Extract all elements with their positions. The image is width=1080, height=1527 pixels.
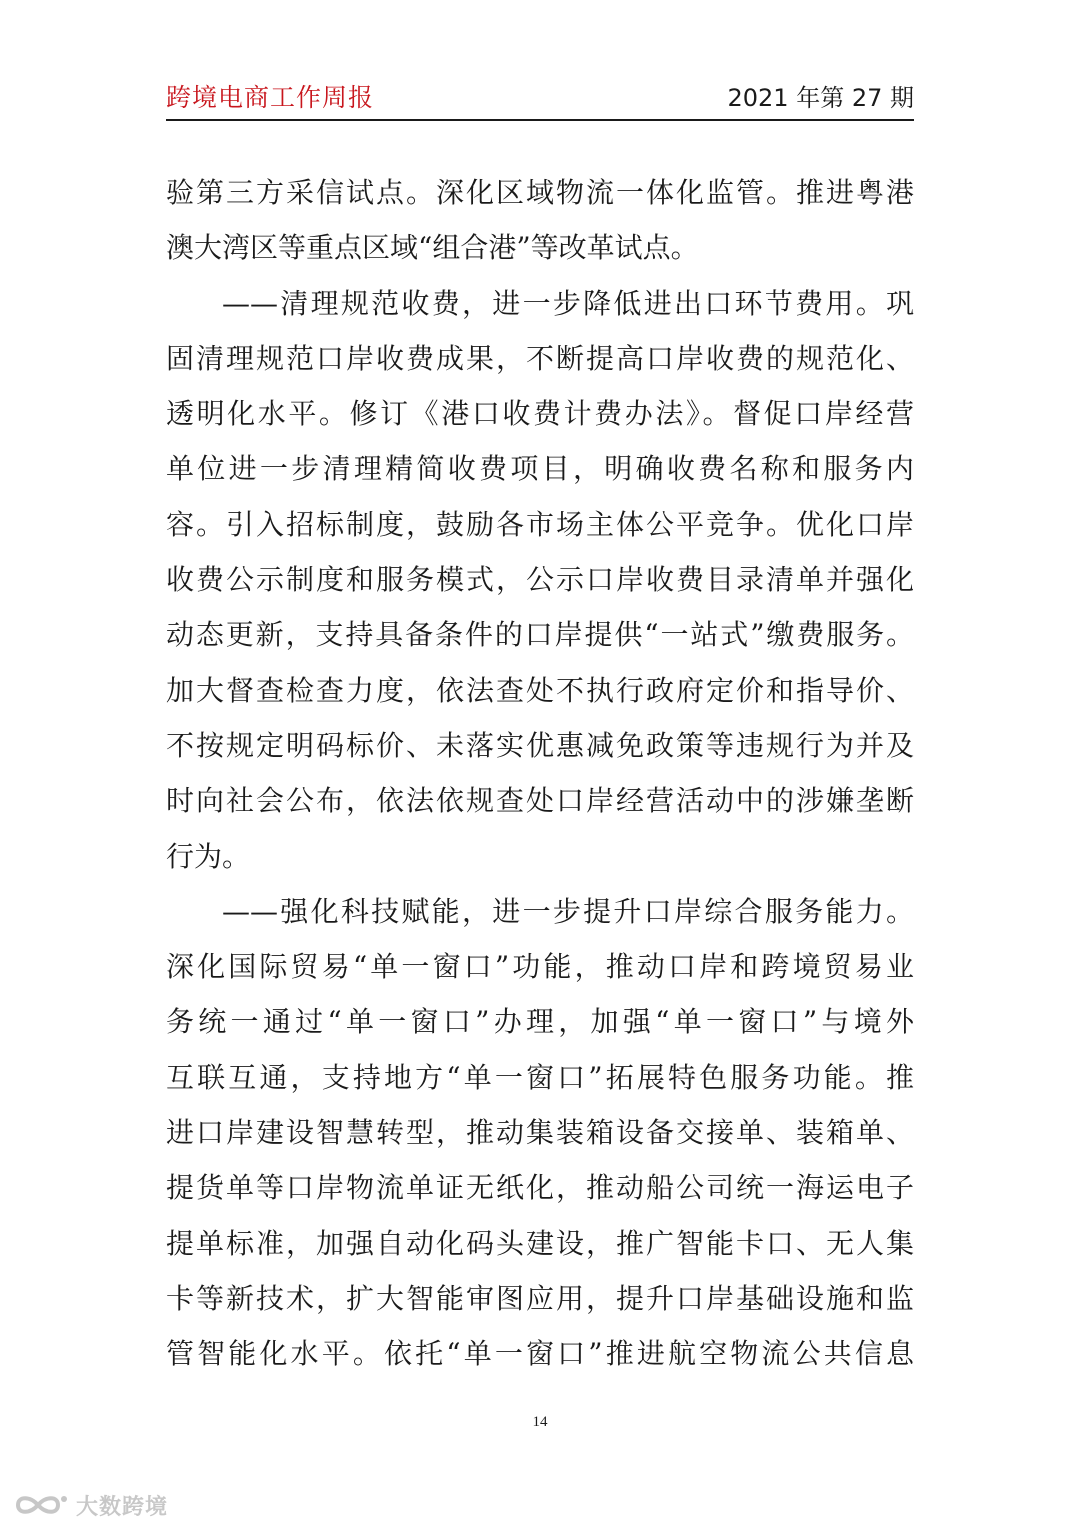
body-line: 进口岸建设智慧转型，推动集装箱设备交接单、装箱单、 [166, 1116, 914, 1150]
watermark-text: 大数跨境 [76, 1494, 169, 1520]
body-line: 单位进一步清理精简收费项目，明确收费名称和服务内 [166, 452, 914, 486]
watermark [8, 1490, 168, 1520]
body-line: 深化国际贸易“单一窗口”功能，推动口岸和跨境贸易业 [166, 950, 914, 984]
body-line: 时向社会公布，依法依规查处口岸经营活动中的涉嫌垄断 [166, 784, 914, 818]
page-header [166, 78, 914, 118]
body-line: 验第三方采信试点。深化区域物流一体化监管。推进粤港 [166, 176, 914, 209]
body-line: 管智能化水平。依托“单一窗口”推进航空物流公共信息 [166, 1337, 914, 1371]
body-line: ——强化科技赋能，进一步提升口岸综合服务能力。 [222, 894, 914, 928]
body-line: 澳大湾区等重点区域“组合港”等改革试点。 [166, 231, 699, 265]
body-line: 务统一通过“单一窗口”办理，加强“单一窗口”与境外 [166, 1005, 914, 1039]
body-line: 不按规定明码标价、未落实优惠减免政策等违规行为并及 [166, 728, 914, 762]
body-text [166, 165, 914, 1382]
body-line: 卡等新技术，扩大智能审图应用，提升口岸基础设施和监 [166, 1281, 914, 1315]
body-line: 互联互通，支持地方“单一窗口”拓展特色服务功能。推 [166, 1060, 914, 1094]
body-line: 提单标准，加强自动化码头建设，推广智能卡口、无人集 [166, 1226, 914, 1260]
report-title: 跨境电商工作周报 [166, 83, 375, 112]
body-line: 容。引入招标制度，鼓励各市场主体公平竞争。优化口岸 [166, 507, 914, 541]
issue-number: 2021 年第 27 期 [727, 84, 914, 112]
body-line: 加大督查检查力度，依法查处不执行政府定价和指导价、 [166, 673, 914, 707]
body-line: 固清理规范口岸收费成果，不断提高口岸收费的规范化、 [166, 341, 914, 375]
body-line: 透明化水平。修订《港口收费计费办法》。督促口岸经营 [166, 397, 914, 431]
body-line: ——清理规范收费，进一步降低进出口环节费用。巩 [222, 286, 914, 320]
infinity-logo-icon [8, 1490, 72, 1520]
body-line: 行为。 [166, 839, 251, 873]
page-number: 14 [532, 1414, 548, 1430]
header-divider [166, 119, 914, 121]
body-line: 收费公示制度和服务模式，公示口岸收费目录清单并强化 [166, 563, 914, 597]
body-line: 动态更新，支持具备条件的口岸提供“一站式”缴费服务。 [166, 618, 914, 652]
body-line: 提货单等口岸物流单证无纸化，推动船公司统一海运电子 [166, 1171, 914, 1205]
